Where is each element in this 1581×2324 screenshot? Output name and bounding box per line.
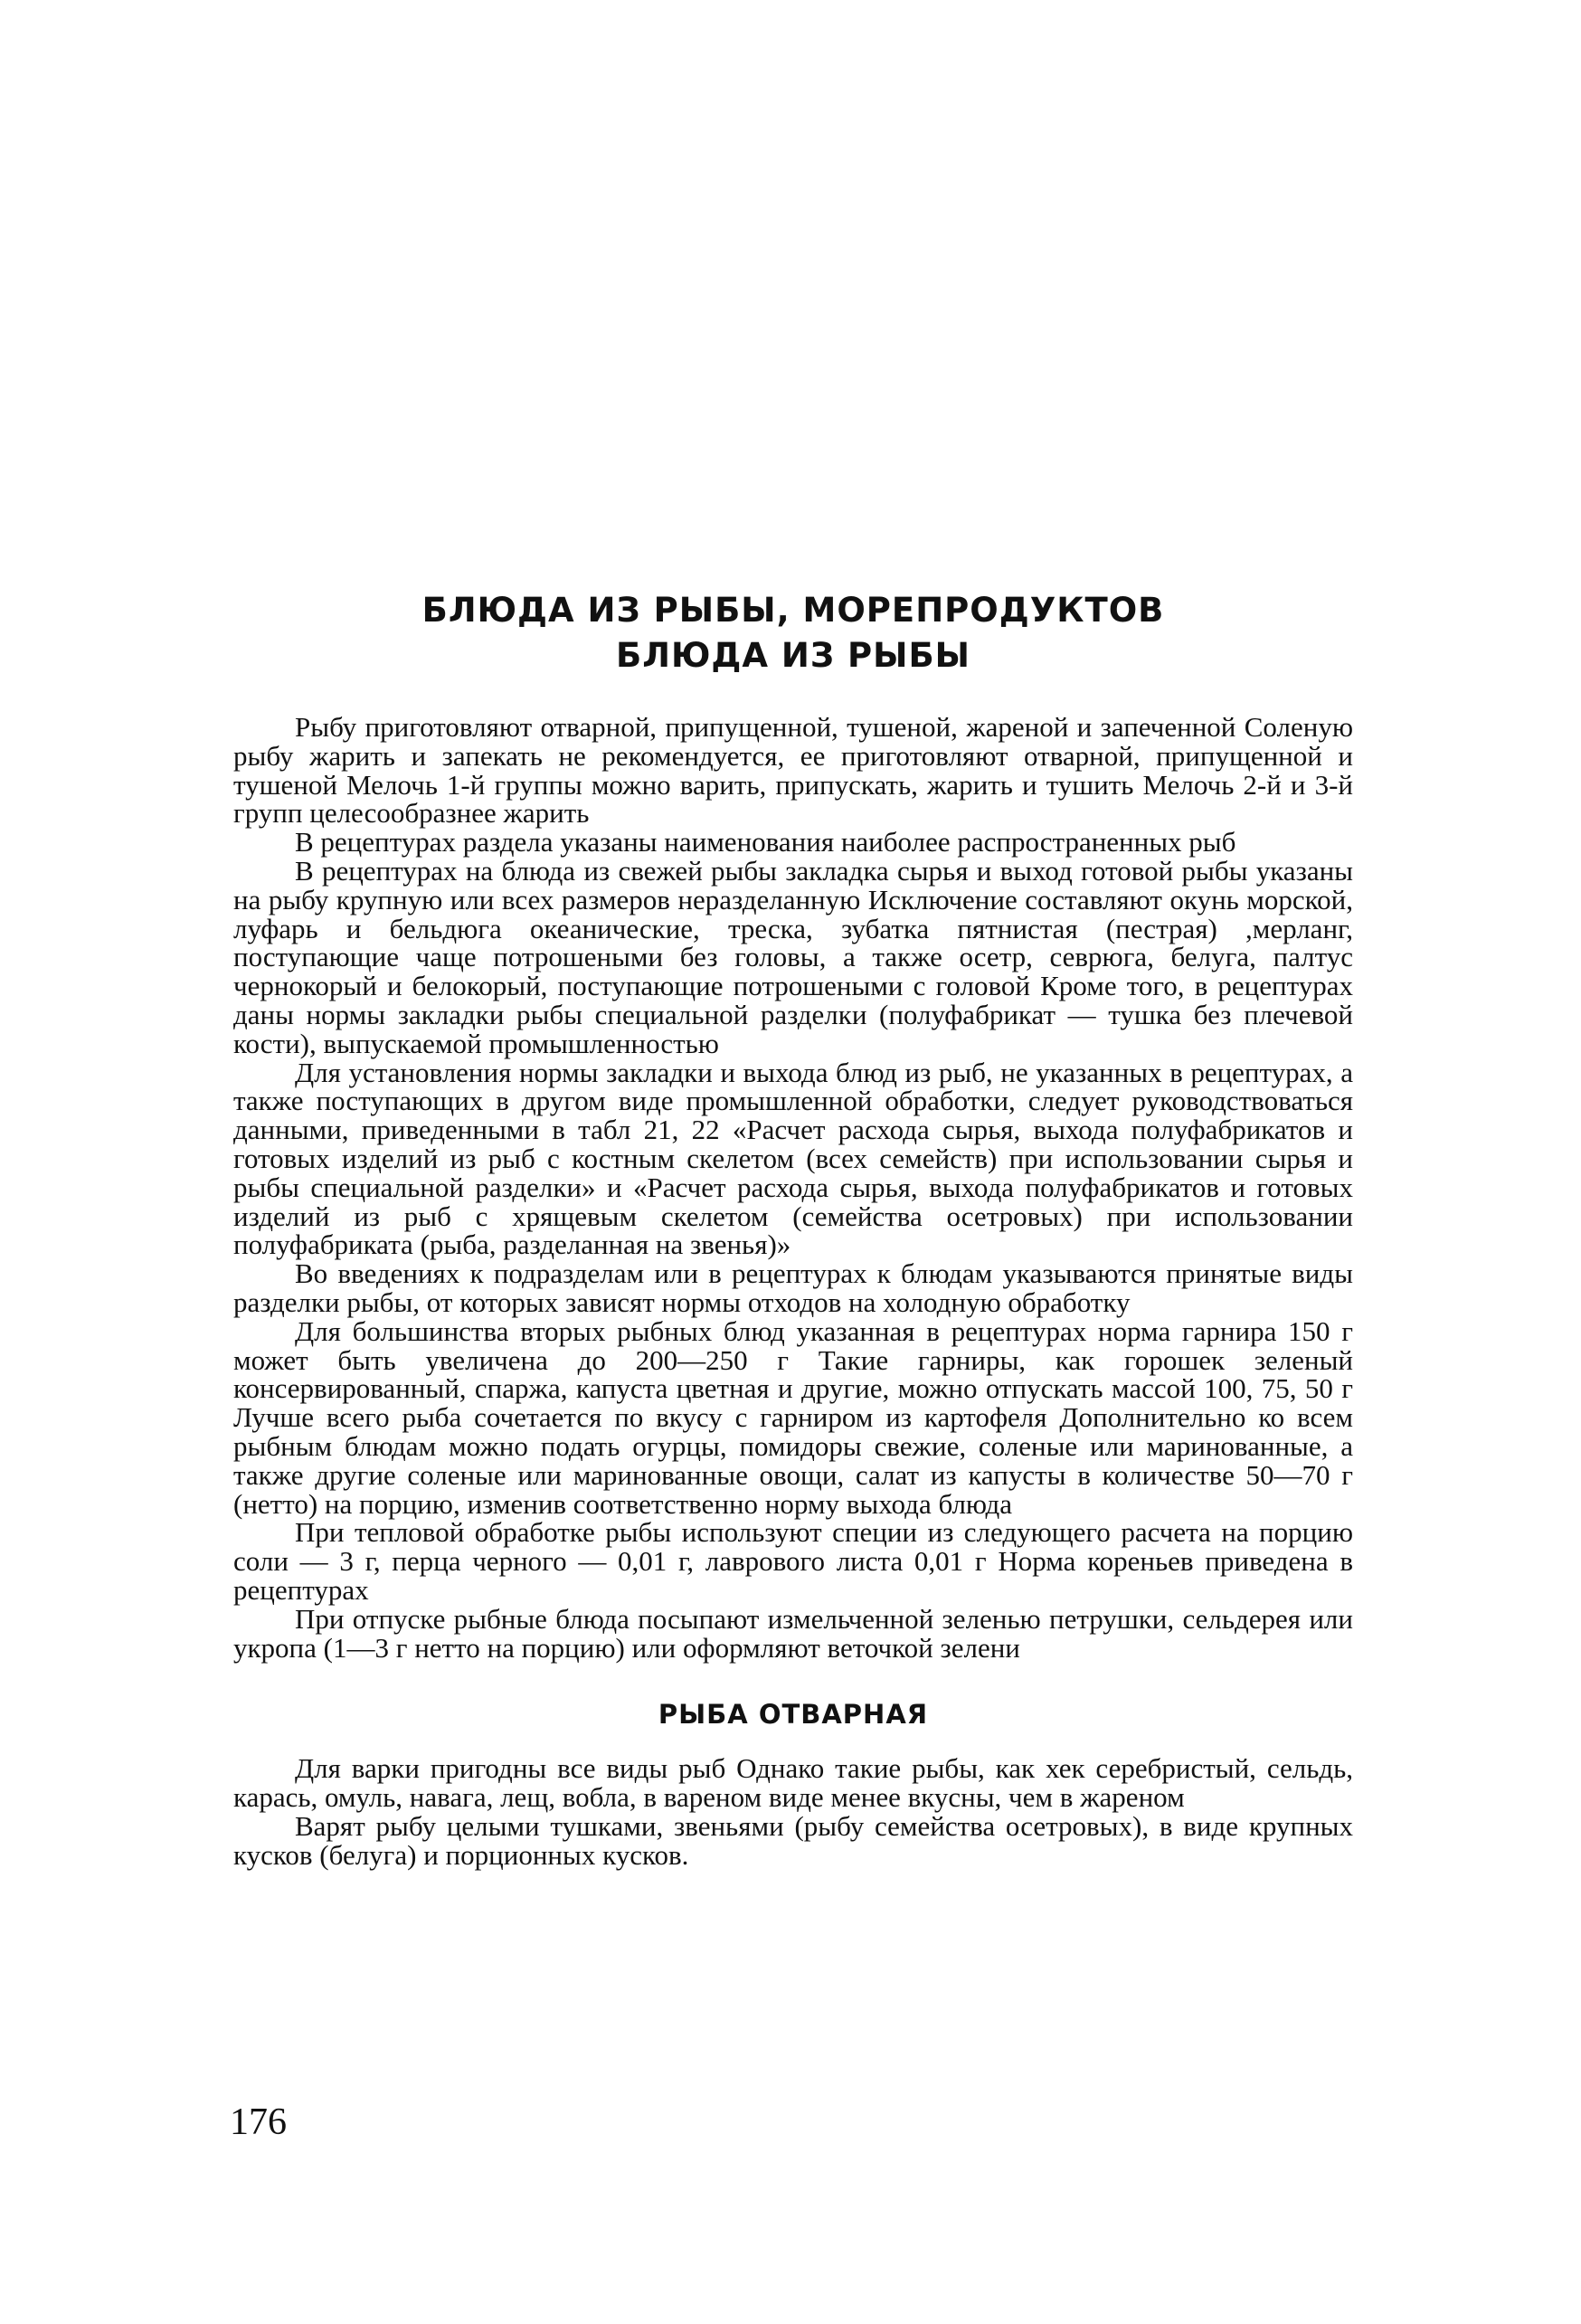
page-content — [233, 588, 1353, 1869]
paragraph: В рецептурах раздела указаны наименования наиболее распространенных рыб — [295, 826, 1236, 858]
paragraph: При отпуске рыбные блюда посыпают измельченной зеленью петрушки, сельдерея или укропа (1—3 г нетто на порцию) или оформляют веточкой зелени — [233, 1602, 1353, 1664]
chapter-title-line-1: БЛЮДА ИЗ РЫБЫ, МОРЕПРОДУКТОВ — [421, 591, 1165, 630]
page-number: 176 — [230, 2101, 287, 2143]
section-title: РЫБА ОТВАРНАЯ — [658, 1699, 929, 1731]
paragraph: Во введениях к подразделам или в рецептурах к блюдам указываются принятые виды разделки рыбы, от которых зависят нормы отходов на холодную обработку — [233, 1257, 1353, 1318]
paragraph: Для варки пригодны все виды рыб Однако такие рыбы, как хек серебристый, сельдь, карась, омуль, навага, лещ, вобла, в вареном виде менее вкусны, чем в жареном — [233, 1752, 1353, 1814]
paragraph: Варят рыбу целыми тушками, звеньями (рыбу семейства осетровых), в виде крупных кусков (белуга) и порционных кусков. — [233, 1809, 1353, 1871]
paragraph: В рецептурах на блюда из свежей рыбы закладка сырья и выход готовой рыбы указаны на рыбу крупную или всех размеров неразделанную Исключение составляют окунь морской, луфарь и бельдюга океанические, треска, зубатка пятнистая (пестрая) ,мерланг, поступающие чаще потрошеными без головы, а также осетр, севрюга, белуга, палтус чернокорый и белокорый, поступающие потрошеными с головой Кроме того, в рецептурах даны нормы закладки рыбы специальной разделки (полуфабрикат — тушка без плечевой кости), выпускаемой промышленностью — [233, 854, 1353, 1059]
paragraph: Для установления нормы закладки и выхода блюд из рыб, не указанных в рецептурах, а также поступающих в другом виде промышленной обработки, следует руководствоваться данными, приведенными в табл 21, 22 «Расчет расхода сырья, выхода полуфабрикатов и готовых изделий из рыб с костным скелетом (всех семейств) при использовании сырья и рыбы специальной разделки» и «Расчет расхода сырья, выхода полуфабрикатов и готовых изделий из рыб с хрящевым скелетом (семейства осетровых) при использовании полуфабриката (рыба, разделанная на звенья)» — [233, 1056, 1353, 1261]
section-text — [233, 1754, 1353, 1869]
chapter-title — [233, 588, 1353, 678]
intro-text — [233, 713, 1353, 1662]
paragraph: Рыбу приготовляют отварной, припущенной, тушеной, жареной и запеченной Соленую рыбу жарить и запекать не рекомендуется, ее приготовляют отварной, припущенной и тушеной Мелочь 1-й группы можно варить, припускать, жарить и тушить Мелочь 2-й и 3-й групп целесообразнее жарить — [233, 711, 1353, 830]
paragraph: Для большинства вторых рыбных блюд указанная в рецептурах норма гарнира 150 г может быть увеличена до 200—250 г Такие гарниры, как горошек зеленый консервированный, спаржа, капуста цветная и другие, можно отпускать массой 100, 75, 50 г Лучше всего рыба сочетается по вкусу с гарниром из картофеля Дополнительно ко всем рыбным блюдам можно подать огурцы, помидоры свежие, соленые или маринованные, а также другие соленые или маринованные овощи, салат из капусты в количестве 50—70 г (нетто) на порцию, изменив соответственно норму выхода блюда — [233, 1314, 1353, 1520]
paragraph: При тепловой обработке рыбы используют специи из следующего расчета на порцию соли — 3 г, перца черного — 0,01 г, лаврового листа 0,01 г Норма кореньев приведена в рецептурах — [233, 1516, 1353, 1606]
chapter-title-line-2: БЛЮДА ИЗ РЫБЫ — [616, 636, 970, 675]
